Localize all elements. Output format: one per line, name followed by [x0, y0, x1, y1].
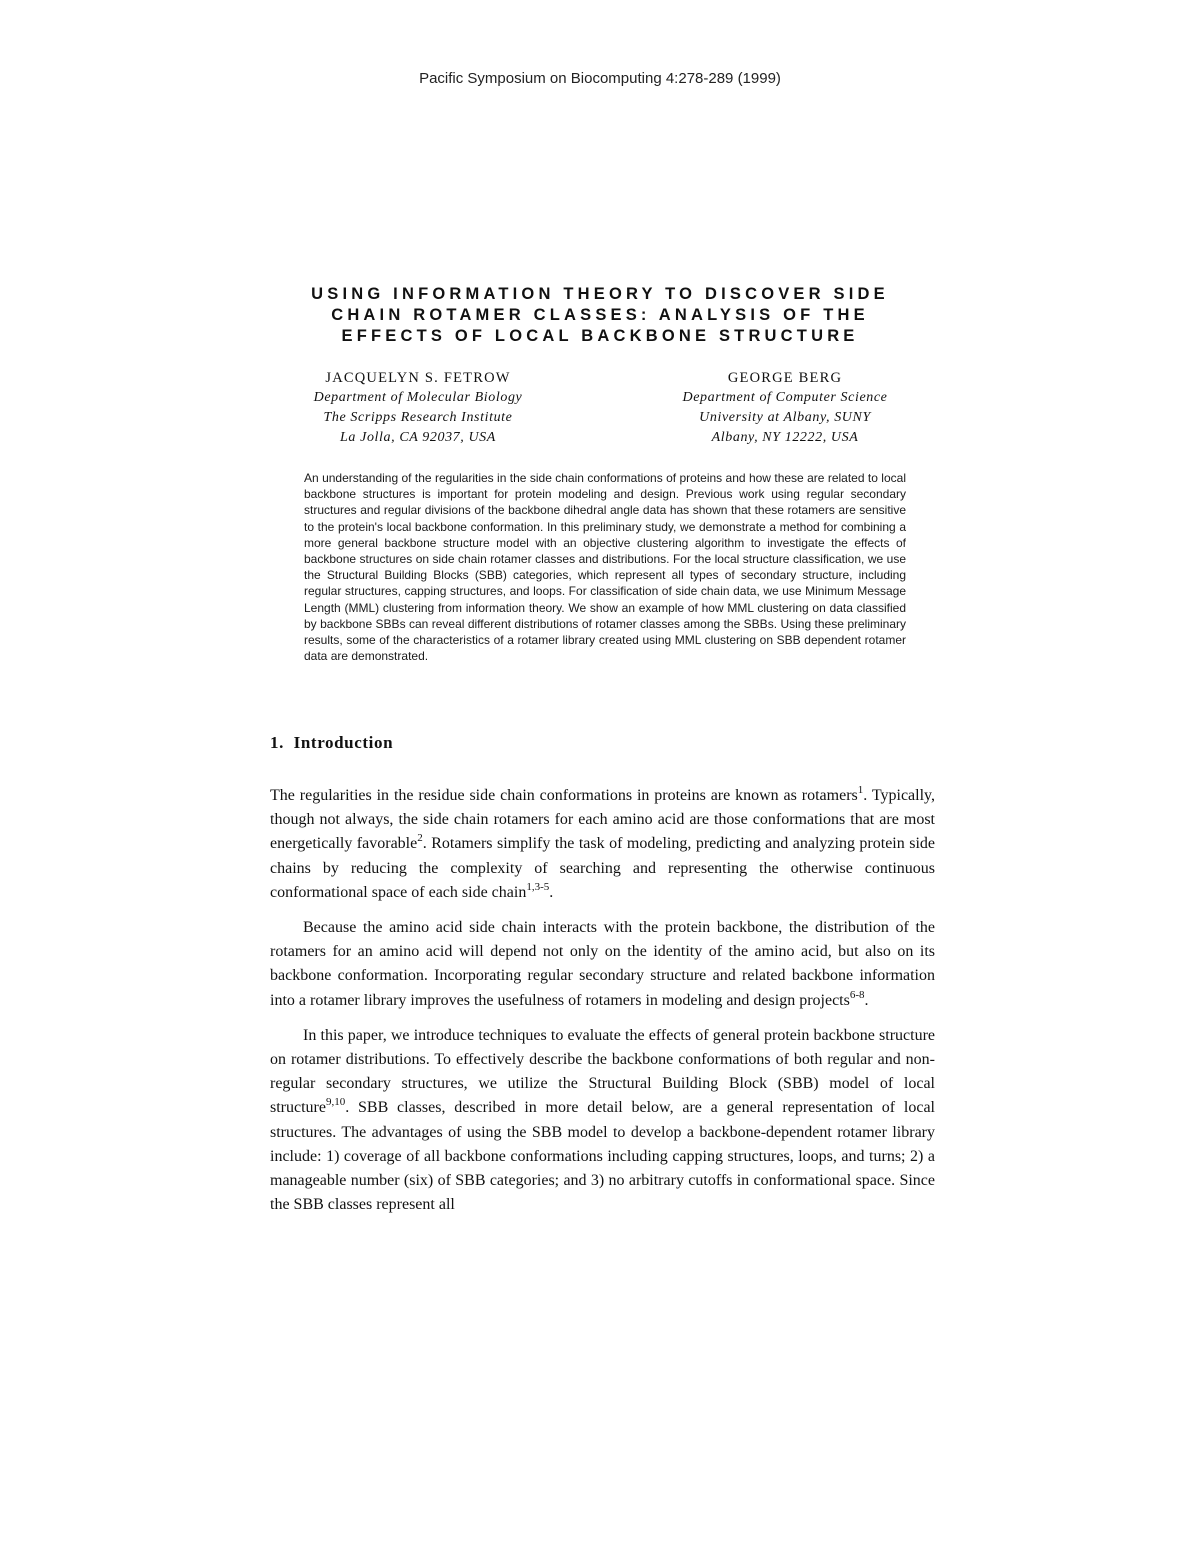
paragraph	[270, 784, 935, 905]
body-text	[270, 784, 935, 1228]
title-line: CHAIN ROTAMER CLASSES: ANALYSIS OF THE	[331, 306, 869, 324]
author-block-fetrow	[258, 368, 578, 448]
paragraph-text: . SBB classes, described in more detail below, are a general representation of local structures. The advantages of using the SBB model to develop a backbone-dependent rotamer library include: 1) coverage of all backbone conformations including capping structures, loops, and turns; 2) a manageable number (six) of SBB categories; and 3) no arbitrary cutoffs in conformational space. Since the SBB classes represent all	[270, 1099, 935, 1214]
paragraph	[270, 1024, 935, 1218]
citation: 2	[417, 832, 423, 845]
running-head: Pacific Symposium on Biocomputing 4:278-289 (1999)	[419, 70, 781, 87]
author-name: GEORGE BERG	[727, 370, 843, 386]
abstract: An understanding of the regularities in the side chain conformations of proteins and how these are related to local backbone structures is important for protein modeling and design. Previous work using regular secondary structures and regular divisions of the backbone dihedral angle data has shown that these rotamers are sensitive to the protein's local backbone conformation. In this preliminary study, we demonstrate a method for combining a more general backbone structure model with an objective clustering algorithm to investigate the effects of backbone structures on side chain rotamer classes and distributions. For the local structure classification, we use the Structural Building Blocks (SBB) categories, which represent all types of secondary structure, including regular structures, capping structures, and loops. For classification of side chain data, we use Minimum Message Length (MML) clustering from information theory. We show an example of how MML clustering on data classified by backbone SBBs can reveal different distributions of rotamer classes among the SBBs. Using these preliminary results, some of the characteristics of a rotamer library created using MML clustering on SBB dependent rotamer data are demonstrated.	[304, 471, 906, 664]
author-block-berg	[625, 368, 945, 448]
title-line: EFFECTS OF LOCAL BACKBONE STRUCTURE	[341, 327, 859, 345]
paragraph-text: Because the amino acid side chain interacts with the protein backbone, the distribution of the rotamers for an amino acid will depend not only on the identity of the amino acid, but also on its backbone conformation. Incorporating regular secondary structure and related backbone information into a rotamer library improves the usefulness of rotamers in modeling and design projects	[270, 919, 935, 1009]
paragraph-text: .	[549, 883, 554, 901]
section-title: Introduction	[293, 733, 394, 752]
author-institution: University at Albany, SUNY	[699, 410, 871, 425]
section-heading	[270, 733, 393, 753]
author-name: JACQUELYN S. FETROW	[325, 370, 511, 386]
paper-title	[250, 284, 950, 347]
paragraph-text: The regularities in the residue side chain conformations in proteins are known as rotamers	[270, 787, 858, 804]
citation: 6-8	[849, 988, 865, 1001]
citation: 1	[857, 784, 864, 796]
section-number: 1.	[270, 733, 284, 752]
author-location: Albany, NY 12222, USA	[711, 430, 859, 445]
citation: 1,3-5	[526, 880, 550, 893]
paragraph	[270, 916, 935, 1013]
author-institution: The Scripps Research Institute	[323, 410, 513, 425]
paragraph-text: In this paper, we introduce techniques to evaluate the effects of general protein backbone structure on rotamer distributions. To effectively describe the backbone conformations of both regular and non-regular secondary structures, we utilize the Structural Building Block (SBB) model of local structure	[270, 1026, 935, 1117]
paragraph-text: .	[864, 991, 869, 1009]
author-department: Department of Molecular Biology	[313, 390, 523, 405]
author-department: Department of Computer Science	[682, 390, 888, 405]
citation: 9,10	[325, 1096, 346, 1109]
paragraph-text: . Rotamers simplify the task of modeling, predicting and analyzing protein side chains by reducing the complexity of searching and representing the otherwise continuous conformational space of each side chain	[270, 835, 936, 901]
title-line: USING INFORMATION THEORY TO DISCOVER SIDE	[311, 285, 889, 303]
author-location: La Jolla, CA 92037, USA	[340, 430, 496, 445]
paragraph-text: . Typically, though not always, the side chain rotamers for each amino acid are those conformations that are most energetically favorable	[270, 787, 935, 853]
